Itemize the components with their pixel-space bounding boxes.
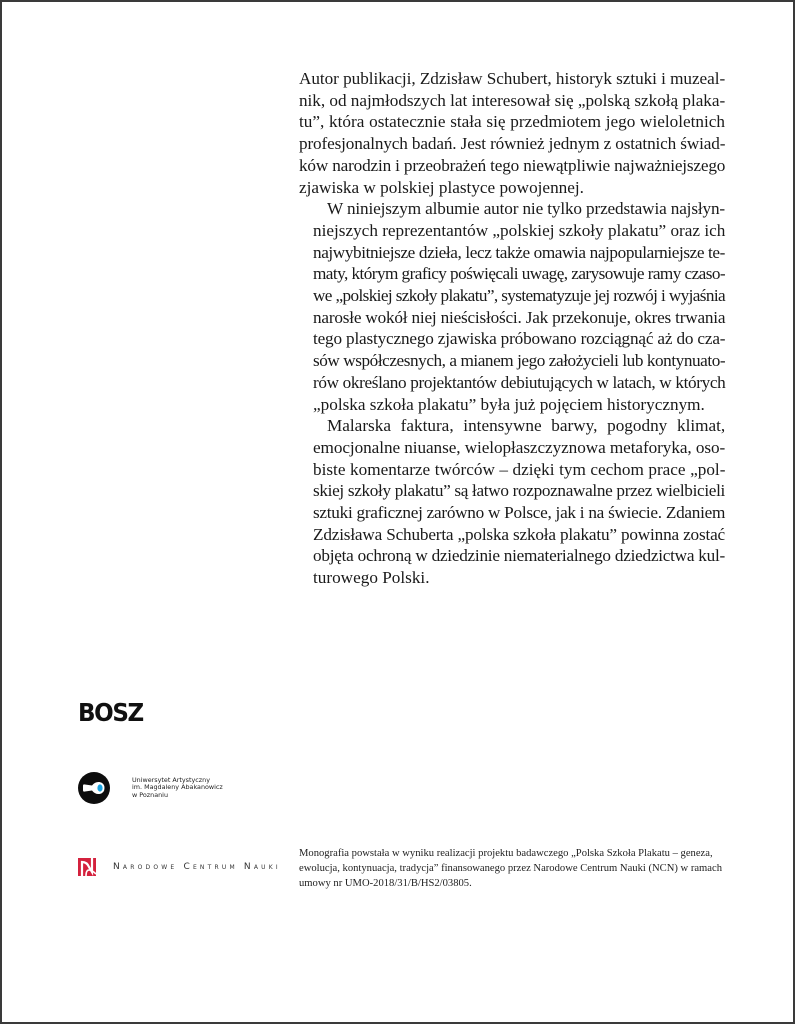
paragraph-features [299,415,725,589]
text-line: „polska szkoła plakatu” była już pojęciem historycznym. [313,394,705,414]
university-logo-block [78,772,223,804]
funding-note [299,846,759,891]
ncn-logo-block [78,858,281,876]
text-line: objęta ochroną w dziedzinie niematerialnego dziedzictwa kul- [313,546,725,566]
text-line: turowego Polski. [313,568,430,588]
text-line: we „polskiej szkoły plakatu”, systematyzuje jej rozwój i wyjaśnia [313,286,726,306]
paragraph-album [299,198,725,415]
bosz-logo-text: BOSZ [78,698,143,727]
text-line: sztuki graficznej zarówno w Polsce, jak i na świecie. Zdaniem [313,503,726,523]
text-line: Malarska faktura, intensywne barwy, pogodny klimat, [327,416,726,436]
funding-note-line: umowy nr UMO-2018/31/B/HS2/03805. [299,878,472,889]
text-line: tu”, która ostatecznie stała się przedmiotem jego wieloletnich [299,112,725,132]
university-name [132,777,223,800]
bosz-logo [78,698,143,727]
text-line: zjawiska w polskiej plastyce powojennej. [299,177,584,197]
text-line: sów współczesnych, a mianem jego założycieli lub kontynuato- [313,351,726,371]
text-line: emocjonalne niuanse, wielopłaszczyznowa metaforyka, oso- [313,437,726,457]
text-line: W niniejszym albumie autor nie tylko przedstawia najsłyn- [327,199,725,219]
text-line: rów określano projektantów debiutujących w latach, w których [313,372,726,392]
text-line: profesjonalnych badań. Jest również jednym z ostatnich świad- [299,134,726,154]
funding-note-line: Monografia powstała w wyniku realizacji projektu badawczego „Polska Szkoła Plakatu – geneza, [299,848,713,859]
text-line: narosłe wokół niej nieścisłości. Jak przekonuje, okres trwania [313,307,726,327]
text-line: najwybitniejsze dzieła, lecz także omawia najpopularniejsze te- [313,242,725,262]
funding-note-line: ewolucja, kontynuacja, tradycja” finansowanego przez Narodowe Centrum Nauki (NCN) w ramach [299,863,722,874]
university-name-line: w Poznaniu [132,790,168,799]
uap-eye-logo-icon [78,772,110,804]
text-line: nik, od najmłodszych lat interesował się „polską szkołą plaka- [299,90,726,110]
text-line: tego plastycznego zjawiska próbowano rozciągnąć aż do cza- [313,329,726,349]
text-line: niejszych reprezentantów „polskiej szkoły plakatu” oraz ich [313,220,726,240]
text-line: Zdzisława Schuberta „polska szkoła plakatu” powinna zostać [313,524,725,544]
text-line: Autor publikacji, Zdzisław Schubert, historyk sztuki i muzeal- [299,69,726,88]
ncn-name: Narodowe Centrum Nauki [113,862,281,872]
university-name-line: im. Magdaleny Abakanowicz [132,783,223,792]
cover-description [299,68,725,589]
text-line: maty, którym graficy poświęcali uwagę, zarysowuje ramy czaso- [313,264,726,284]
ncn-logo-icon [78,858,96,876]
text-line: skiej szkoły plakatu” są łatwo rozpoznawalne przez wielbicieli [313,481,725,501]
paragraph-author [299,68,725,198]
text-line: biste komentarze twórców – dzięki tym cechom prace „pol- [313,459,726,479]
text-line: ków narodzin i przeobrażeń tego niewątpliwie najważniejszego [299,155,726,175]
university-name-line: Uniwersytet Artystyczny [132,775,210,784]
